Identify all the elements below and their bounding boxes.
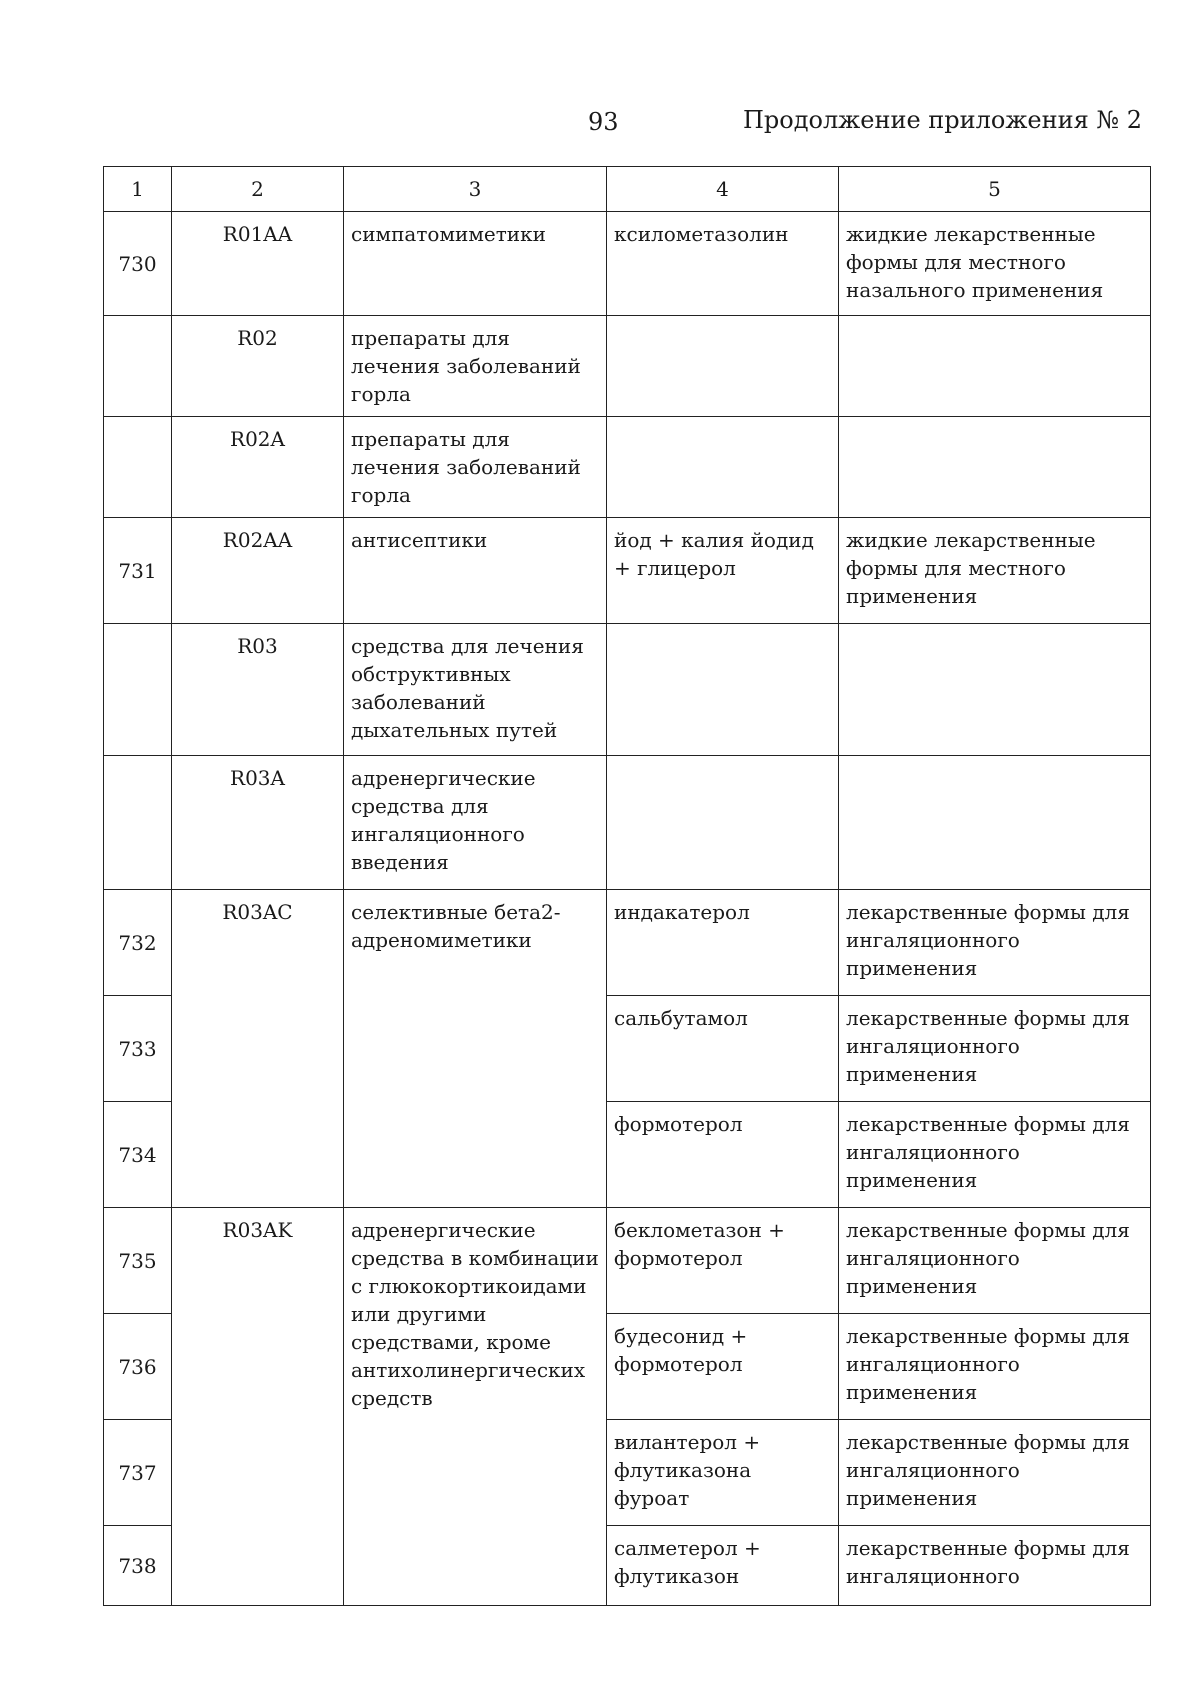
drug-name [607, 756, 839, 890]
atc-code: R03A [172, 756, 344, 890]
atc-code: R03 [172, 624, 344, 756]
drug-name [607, 417, 839, 518]
table-row [104, 624, 1151, 756]
drug-name: йод + калия йодид + глицерол [607, 518, 839, 624]
pharmacological-group: селективные бета2-адреномиметики [344, 890, 607, 1208]
row-number: 734 [104, 1102, 172, 1208]
row-number: 736 [104, 1314, 172, 1420]
pharmacological-group: адренергические средства в комбинации с глюкокортикоидами или другими средствами, кроме антихолинергических средств [344, 1208, 607, 1606]
table-row [104, 518, 1151, 624]
page-number: 93 [588, 108, 619, 136]
dosage-form [839, 756, 1151, 890]
drug-name: сальбутамол [607, 996, 839, 1102]
dosage-form: лекарственные формы для ингаляционного применения [839, 890, 1151, 996]
row-number: 731 [104, 518, 172, 624]
drug-registry-table [103, 166, 1151, 1606]
atc-code: R02AA [172, 518, 344, 624]
column-header: 4 [607, 167, 839, 212]
atc-code: R02A [172, 417, 344, 518]
drug-name: индакатерол [607, 890, 839, 996]
dosage-form [839, 624, 1151, 756]
pharmacological-group: симпатомиметики [344, 212, 607, 316]
row-number [104, 417, 172, 518]
row-number [104, 316, 172, 417]
column-header: 2 [172, 167, 344, 212]
page-caption: Продолжение приложения № 2 [742, 106, 1142, 134]
dosage-form: лекарственные формы для ингаляционного применения [839, 996, 1151, 1102]
pharmacological-group: средства для лечения обструктивных заболеваний дыхательных путей [344, 624, 607, 756]
row-number: 733 [104, 996, 172, 1102]
dosage-form: жидкие лекарственные формы для местного применения [839, 518, 1151, 624]
dosage-form: лекарственные формы для ингаляционного применения [839, 1208, 1151, 1314]
pharmacological-group: антисептики [344, 518, 607, 624]
row-number: 730 [104, 212, 172, 316]
table-row [104, 212, 1151, 316]
drug-name: формотерол [607, 1102, 839, 1208]
drug-name [607, 316, 839, 417]
column-header: 3 [344, 167, 607, 212]
row-number [104, 756, 172, 890]
atc-code: R03AC [172, 890, 344, 1208]
table-header-row [104, 167, 1151, 212]
dosage-form: жидкие лекарственные формы для местного назального применения [839, 212, 1151, 316]
row-number: 738 [104, 1526, 172, 1606]
row-number: 732 [104, 890, 172, 996]
table-row [104, 756, 1151, 890]
atc-code: R02 [172, 316, 344, 417]
pharmacological-group: адренергические средства для ингаляционного введения [344, 756, 607, 890]
table-row [104, 316, 1151, 417]
dosage-form [839, 316, 1151, 417]
pharmacological-group: препараты для лечения заболеваний горла [344, 316, 607, 417]
drug-name: ксилометазолин [607, 212, 839, 316]
dosage-form: лекарственные формы для ингаляционного применения [839, 1420, 1151, 1526]
table-row [104, 1208, 1151, 1314]
row-number: 735 [104, 1208, 172, 1314]
column-header: 1 [104, 167, 172, 212]
drug-name: беклометазон + формотерол [607, 1208, 839, 1314]
dosage-form: лекарственные формы для ингаляционного применения [839, 1314, 1151, 1420]
dosage-form [839, 417, 1151, 518]
atc-code: R01AA [172, 212, 344, 316]
table-row [104, 417, 1151, 518]
drug-name: будесонид + формотерол [607, 1314, 839, 1420]
row-number [104, 624, 172, 756]
column-header: 5 [839, 167, 1151, 212]
drug-name: салметерол + флутиказон [607, 1526, 839, 1606]
row-number: 737 [104, 1420, 172, 1526]
drug-name: вилантерол + флутиказона фуроат [607, 1420, 839, 1526]
dosage-form: лекарственные формы для ингаляционного применения [839, 1102, 1151, 1208]
drug-name [607, 624, 839, 756]
dosage-form: лекарственные формы для ингаляционного [839, 1526, 1151, 1606]
pharmacological-group: препараты для лечения заболеваний горла [344, 417, 607, 518]
atc-code: R03AK [172, 1208, 344, 1606]
table-row [104, 890, 1151, 996]
